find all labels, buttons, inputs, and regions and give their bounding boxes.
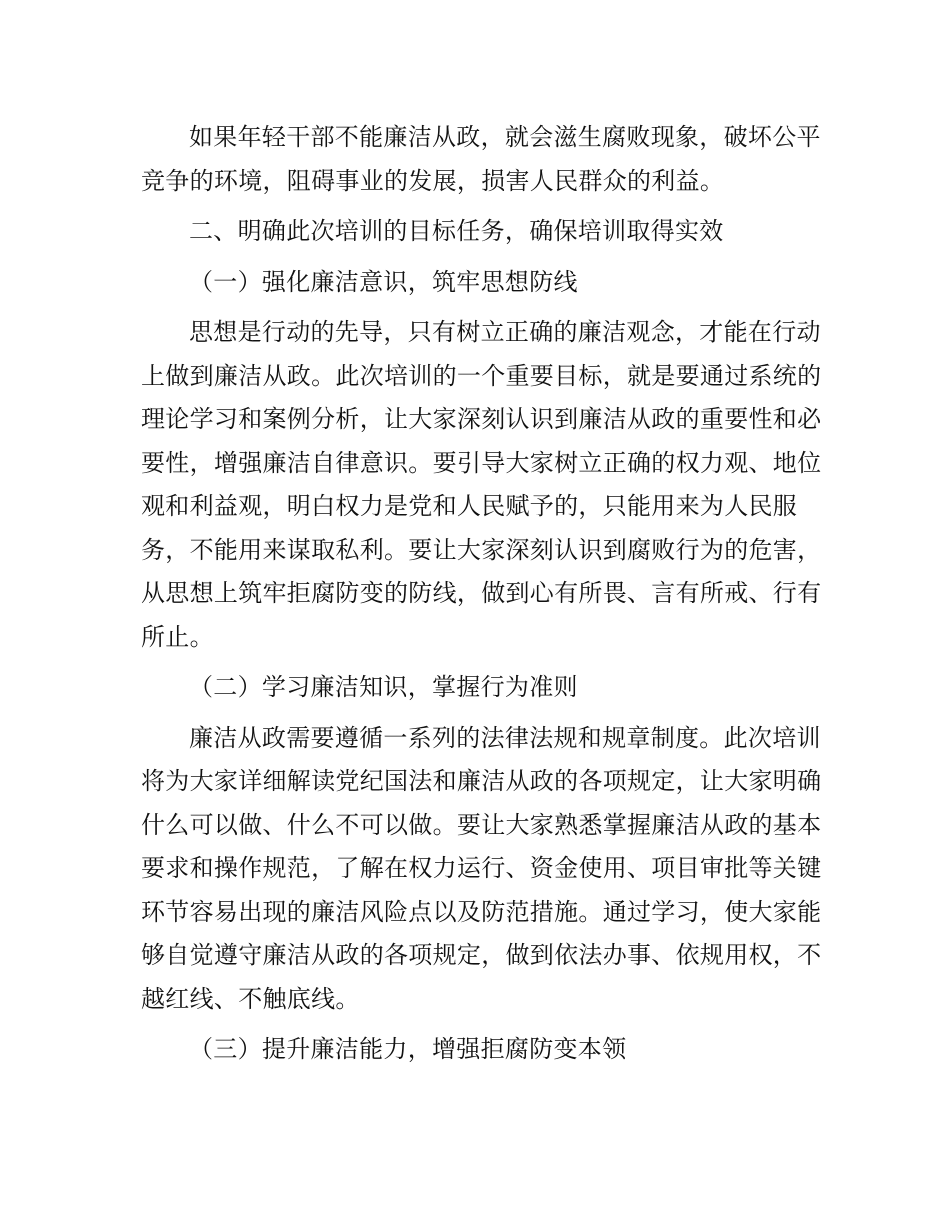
subsection-heading: （三）提升廉洁能力，增强拒腐防变本领 [189,1035,627,1063]
body-paragraph: 廉洁从政需要遵循一系列的法律法规和规章制度。此次培训将为大家详细解读党纪国法和廉洁从政的各项规定，让大家明确什么可以做、什么不可以做。要让大家熟悉掌握廉洁从政的基本要求和操作规范，了解在权力运行、资金使用、项目审批等关键环节容易出现的廉洁风险点以及防范措施。通过学习，使大家能够自觉遵守廉洁从政的各项规定，做到依法办事、依规用权，不越红线、不触底线。 [141,723,822,1013]
document-body [141,116,831,1079]
subsection-heading: （一）强化廉洁意识，筑牢思想防线 [189,267,578,296]
body-paragraph: 思想是行动的先导，只有树立正确的廉洁观念，才能在行动上做到廉洁从政。此次培训的一个重要目标，就是要通过系统的理论学习和案例分析，让大家深刻认识到廉洁从政的重要性和必要性，增强廉洁自律意识。要引导大家树立正确的权力观、地位观和利益观，明白权力是党和人民赋予的，只能用来为人民服务，不能用来谋取私利。要让大家深刻认识到腐败行为的危害，从思想上筑牢拒腐防变的防线，做到心有所畏、言有所戒、行有所止。 [141,318,822,651]
section-heading: 二、明确此次培训的目标任务，确保培训取得实效 [189,217,724,245]
body-paragraph: 如果年轻干部不能廉洁从政，就会滋生腐败现象，破坏公平竞争的环境，阻碍事业的发展，损害人民群众的利益。 [141,123,821,195]
subsection-heading: （二）学习廉洁知识，掌握行为准则 [189,673,578,701]
